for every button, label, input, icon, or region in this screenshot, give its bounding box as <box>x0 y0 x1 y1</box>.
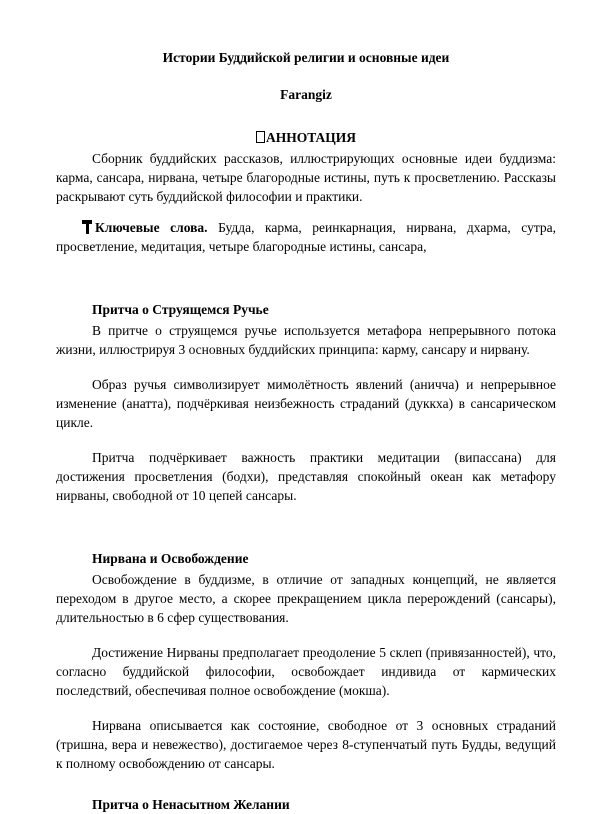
keywords-paragraph <box>56 218 556 256</box>
section-paragraph: Образ ручья символизирует мимолётность явлений (аничча) и непрерывное изменение (анатта), подчёркивая неизбежность страданий (дуккха) в сансарическом цикле. <box>56 377 556 430</box>
section-heading-stream: Притча о Струящемся Ручье <box>92 302 269 317</box>
annotation-heading <box>56 128 556 147</box>
document-title: Истории Буддийской религии и основные идеи <box>162 50 450 65</box>
annotation-text: Сборник буддийских рассказов, иллюстрирующих основные идеи буддизма: карма, сансара, нирвана, четыре благородные истины, путь к просветлению. Рассказы раскрывают суть буддийской философии и практики. <box>56 151 556 204</box>
section-heading-desire: Притча о Ненасытном Желании <box>92 797 290 812</box>
keywords-text: Будда, карма, реинкарнация, нирвана, дхарма, сутра, просветление, медитация, четыре благородные истины, сансара, <box>56 220 557 254</box>
document-author: Farangiz <box>280 87 332 102</box>
annotation-heading-text: АННОТАЦИЯ <box>265 130 357 145</box>
section-paragraph: Нирвана описывается как состояние, свободное от 3 основных страданий (тришна, вера и невежество), достигаемое через 8-ступенчатый путь Будды, ведущий к полному освобождению от сансары. <box>56 718 556 771</box>
pin-icon <box>82 220 92 234</box>
missing-glyph-box-icon <box>256 131 265 143</box>
section-paragraph: Освобождение в буддизме, в отличие от западных концепций, не является переходом в другое место, а скорее прекращением цикла перерождений (сансары), длительностью в 6 сфер существования. <box>56 572 556 625</box>
section-heading-nirvana: Нирвана и Освобождение <box>92 551 249 566</box>
section-paragraph: Притча подчёркивает важность практики медитации (випассана) для достижения просветления (бодхи), представляя спокойный океан как метафору нирваны, свободной от 10 цепей сансары. <box>56 450 556 503</box>
section-paragraph: Достижение Нирваны предполагает преодоление 5 склеп (привязанностей), что, согласно буддийской философии, освобождает индивида от кармических последствий, обеспечивая полное освобождение (мокша). <box>56 645 556 698</box>
section-paragraph: В притче о струящемся ручье используется метафора непрерывного потока жизни, иллюстрируя 3 основных буддийских принципа: карму, сансару и нирвану. <box>56 323 556 357</box>
keywords-label: Ключевые слова. <box>95 220 208 235</box>
